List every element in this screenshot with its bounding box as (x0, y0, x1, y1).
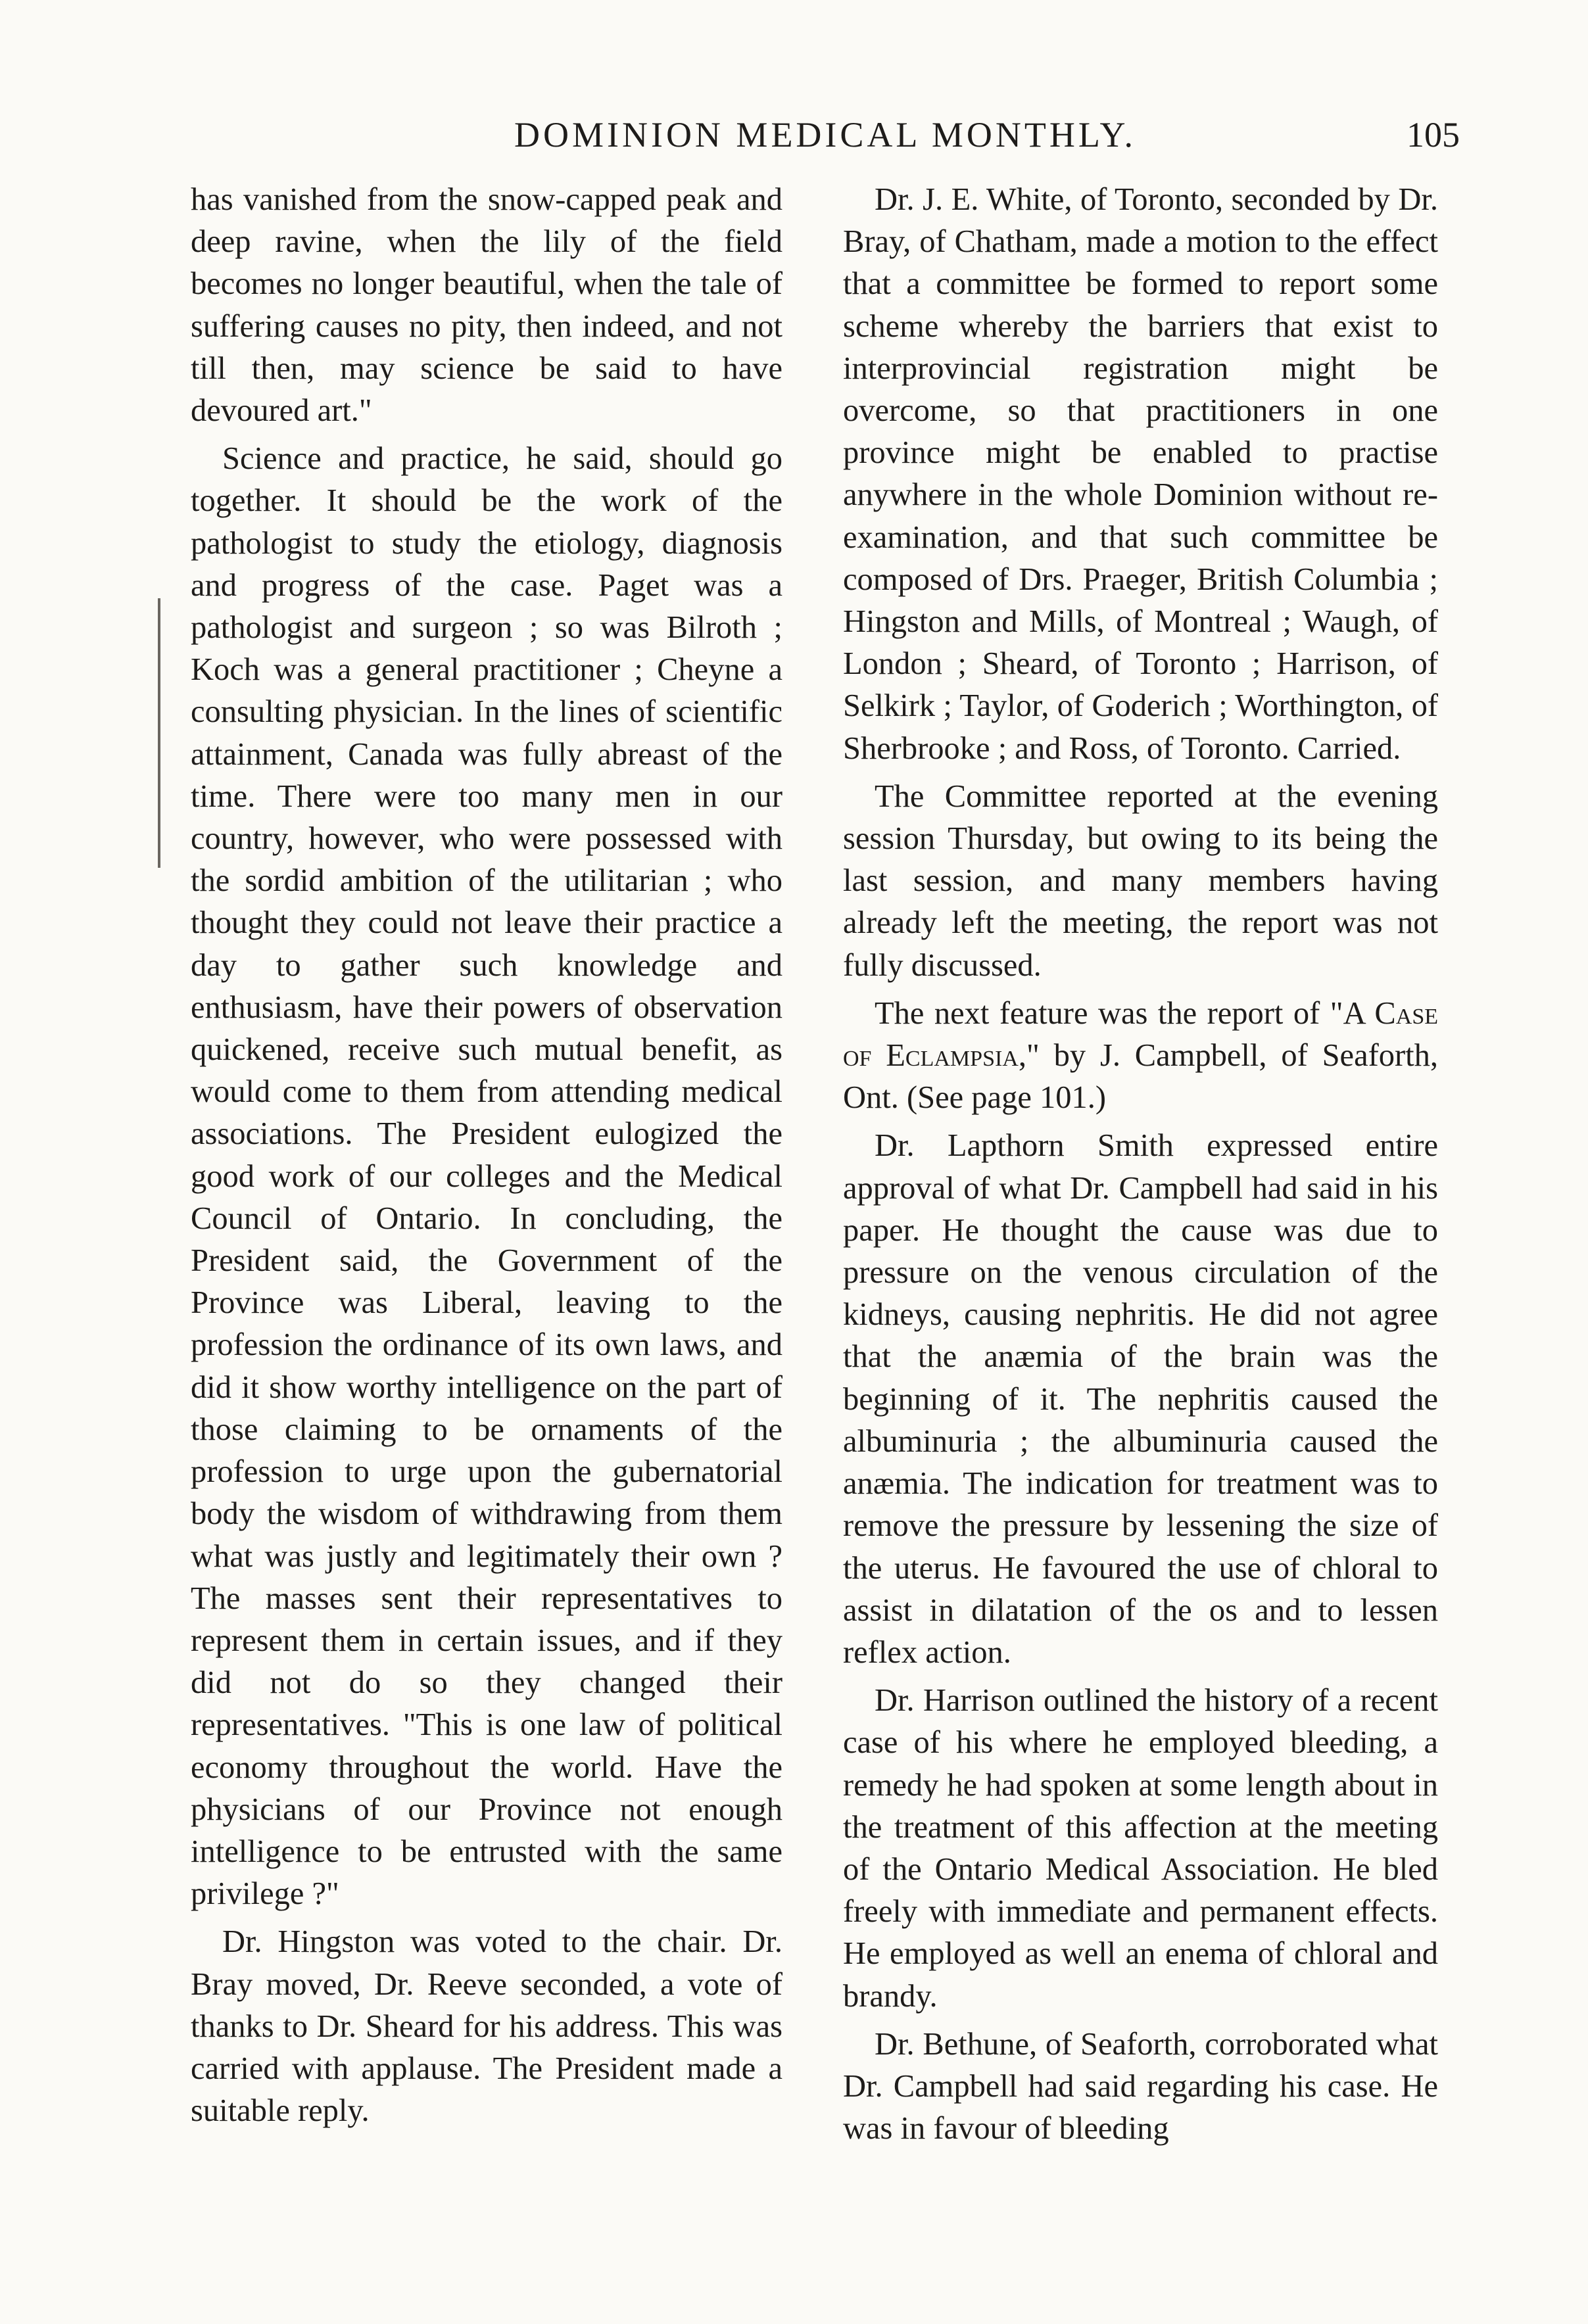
paragraph: has vanished from the snow-capped peak and deep ravine, when the lily of the field becomes no longer beautiful, when the tale of suffering causes no pity, then indeed, and not till then, may science be said to have devoured art." (191, 182, 782, 429)
running-head (191, 112, 1460, 158)
paragraph: Dr. Lapthorn Smith expressed entire approval of what Dr. Campbell had said in his paper. He thought the cause was due to pressure on the venous circulation of the kidneys, causing nephritis. He did not agree that the anæmia of the brain was the beginning of it. The nephritis caused the albuminuria ; the albuminuria caused the anæmia. The indication for treatment was to remove the pressure by lessening the size of the uterus. He favoured the use of chloral to assist in dilatation of the os and to lessen reflex action. (843, 1128, 1438, 1670)
text-run: ," by J. Campbell, of Seaforth, Ont. (See page 101.) (843, 1038, 1439, 1116)
paragraph: Dr. Hingston was voted to the chair. Dr. Bray moved, Dr. Reeve seconded, a vote of thanks to Dr. Sheard for his address. This was carried with applause. The President made a suitable reply. (191, 1924, 782, 2129)
right-column (843, 179, 1438, 2156)
paragraph: Dr. J. E. White, of Toronto, seconded by Dr. Bray, of Chatham, made a motion to the effect that a committee be formed to report some scheme whereby the barriers that exist to interprovincial registration might be overcome, so that practitioners in one province might be enabled to practise anywhere in the whole Dominion without re-examination, and that such committee be composed of Drs. Praeger, British Columbia ; Hingston and Mills, of Montreal ; Waugh, of London ; Sheard, of Toronto ; Harrison, of Selkirk ; Taylor, of Goderich ; Worthington, of Sherbrooke ; and Ross, of Toronto. Carried. (843, 182, 1438, 766)
text-run: The next feature was the report of " (875, 995, 1343, 1031)
running-title: DOMINION MEDICAL MONTHLY. (514, 115, 1137, 154)
paragraph: Dr. Bethune, of Seaforth, corroborated what Dr. Campbell had said regarding his case. He was in favour of bleeding (843, 2026, 1438, 2146)
paragraph: Dr. Harrison outlined the history of a recent case of his where he employed bleeding, a remedy he had spoken at some length about in the treatment of this affection at the meeting of the Ontario Medical Association. He bled freely with immediate and permanent effects. He employed as well an enema of chloral and brandy. (843, 1683, 1438, 2014)
margin-rule (158, 598, 160, 868)
paper-title: A Case of Eclampsia (843, 995, 1438, 1074)
paragraph (843, 993, 1438, 1120)
page-number: 105 (1407, 115, 1460, 154)
paragraph: Science and practice, he said, should go together. It should be the work of the pathologist to study the etiology, diagnosis and progress of the case. Paget was a pathologist and surgeon ; so was Bilroth ; Koch was a general practitioner ; Cheyne a consulting physician. In the lines of scientific attainment, Canada was fully abreast of the time. There were too many men in our country, however, who were possessed with the sordid ambition of the utilitarian ; who thought they could not leave their practice a day to gather such knowledge and enthusiasm, have their powers of observation quickened, receive such mutual benefit, as would come to them from attending medical associations. The President eulogized the good work of our colleges and the Medical Council of Ontario. In concluding, the President said, the Government of the Province was Liberal, leaving to the profession the ordinance of its own laws, and did it show worthy intelligence on the part of those claiming to be ornaments of the profession to urge upon the gubernatorial body the wisdom of withdrawing from them what was justly and legitimately their own ? The masses sent their representatives to represent them in certain issues, and if they did not do so they changed their representatives. "This is one law of political economy throughout the world. Have the physicians of our Province not enough intelligence to be entrusted with the same privilege ?" (191, 441, 782, 1912)
left-column (191, 179, 782, 2138)
paragraph: The Committee reported at the evening session Thursday, but owing to its being the last session, and many members having already left the meeting, the report was not fully discussed. (843, 778, 1438, 983)
